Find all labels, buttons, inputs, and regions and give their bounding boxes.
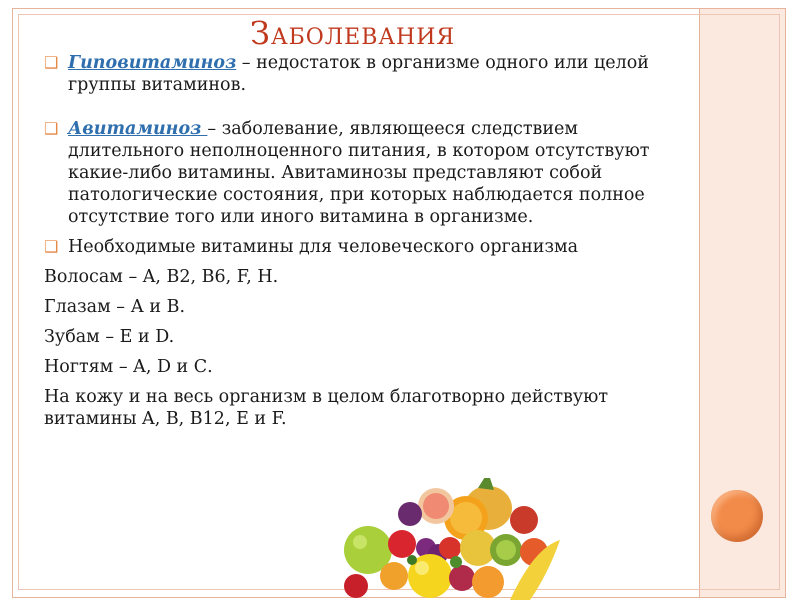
plum-icon [398,502,422,526]
vitamins-teeth: Зубам – E и D. [44,327,175,347]
apple-icon [510,506,538,534]
vitamins-skin-body: На кожу и на весь организм в целом благотворно действуют витамины A, B, B12, E и F. [44,387,609,429]
bullet-needed-vitamins [44,236,694,258]
term-avitaminosis: Авитаминоз [68,119,208,139]
bullet-text: Необходимые витамины для человеческого организма [68,237,579,257]
vitamins-hair: Волосам – A, B2, B6, F, H. [44,267,279,287]
vitamins-nails: Ногтям – A, D и С. [44,357,213,377]
slide-title: Заболевания [250,14,456,52]
slide-content [44,52,694,430]
bullet-hypovitaminosis [44,52,694,96]
cherry-icon [439,537,461,559]
vitamins-eyes: Глазам – А и В. [44,297,186,317]
orange-bullet-icon: ❑ [44,53,59,72]
orange-bullet-icon: ❑ [44,237,59,256]
bullet-avitaminosis [44,118,694,228]
definition-text: – недостаток в организме одного или целой группы витаминов. [68,53,649,95]
orange-bullet-icon: ❑ [44,119,59,138]
fruit-pile-illustration [338,478,562,600]
definition-text: – заболевание, являющееся следствием длительного неполноценного питания, в котором отсутствуют какие-либо витамины. Авитаминозы представляют собой патологические состояния, при которых наблюдается полное отсутствие того или иного витамина в организме. [68,119,650,227]
decorative-circle [711,490,763,542]
strawberry-icon [388,530,416,558]
term-hypovitaminosis: Гиповитаминоз [68,53,237,73]
